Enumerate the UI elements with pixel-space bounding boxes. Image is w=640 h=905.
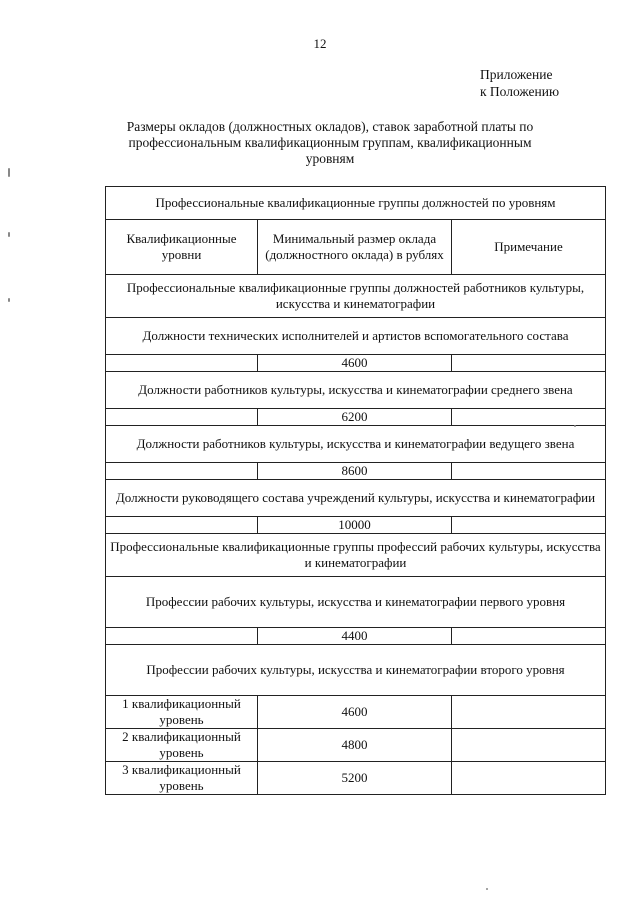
salary-value: 10000	[258, 517, 452, 534]
group-workers-title: Профессиональные квалификационные группы профессий рабочих культуры, искусства и кинематографии	[106, 534, 606, 577]
level-cell	[106, 517, 258, 534]
column-header-row	[106, 220, 606, 275]
note-cell	[452, 409, 606, 426]
group-posts-title: Профессиональные квалификационные группы должностей работников культуры, искусства и кинематографии	[106, 275, 606, 318]
note-cell	[452, 628, 606, 645]
salary-value: 4600	[258, 355, 452, 372]
note-cell	[452, 355, 606, 372]
col-header-min-salary: Минимальный размер оклада (должностного оклада) в рублях	[258, 220, 452, 275]
qualification-level-row	[106, 729, 606, 762]
post-value-row	[106, 463, 606, 480]
post-name-row	[106, 372, 606, 409]
level-cell	[106, 628, 258, 645]
note-cell	[452, 696, 606, 729]
note-cell	[452, 463, 606, 480]
group-row	[106, 534, 606, 577]
salary-value: 4400	[258, 628, 452, 645]
salary-table	[105, 186, 606, 795]
salary-value: 5200	[258, 762, 452, 795]
level-cell	[106, 409, 258, 426]
qualification-level-label: 1 квалификационный уровень	[106, 696, 258, 729]
salary-value: 6200	[258, 409, 452, 426]
post-value-row	[106, 517, 606, 534]
table-main-header: Профессиональные квалификационные группы должностей по уровням	[106, 187, 606, 220]
table-header-row	[106, 187, 606, 220]
post-name: Должности работников культуры, искусства и кинематографии ведущего звена	[106, 426, 606, 463]
workers-first-name-row	[106, 577, 606, 628]
level-cell	[106, 355, 258, 372]
appendix-line-1: Приложение	[480, 67, 553, 82]
post-name-row	[106, 318, 606, 355]
salary-value: 4600	[258, 696, 452, 729]
level-cell	[106, 463, 258, 480]
appendix-line-2: к Положению	[480, 84, 560, 99]
col-header-note: Примечание	[452, 220, 606, 275]
qualification-level-label: 2 квалификационный уровень	[106, 729, 258, 762]
page-number: 12	[313, 36, 327, 51]
post-name-row	[106, 480, 606, 517]
salary-value: 4800	[258, 729, 452, 762]
group-row	[106, 275, 606, 318]
post-value-row	[106, 409, 606, 426]
post-name: Должности руководящего состава учреждений культуры, искусства и кинематографии	[106, 480, 606, 517]
post-value-row	[106, 355, 606, 372]
workers-second-level-name: Профессии рабочих культуры, искусства и кинематографии второго уровня	[106, 645, 606, 696]
salary-value: 8600	[258, 463, 452, 480]
appendix-note	[480, 66, 620, 100]
note-cell	[452, 762, 606, 795]
post-name-row	[106, 426, 606, 463]
note-cell	[452, 729, 606, 762]
qualification-level-label: 3 квалификационный уровень	[106, 762, 258, 795]
document-title: Размеры окладов (должностных окладов), ставок заработной платы по профессиональным квалификационным группам, квалификационным уровням	[126, 119, 534, 166]
workers-first-level-name: Профессии рабочих культуры, искусства и кинематографии первого уровня	[106, 577, 606, 628]
post-name: Должности технических исполнителей и артистов вспомогательного состава	[106, 318, 606, 355]
workers-first-value-row	[106, 628, 606, 645]
qualification-level-row	[106, 696, 606, 729]
workers-second-name-row	[106, 645, 606, 696]
col-header-levels: Квалификационные уровни	[106, 220, 258, 275]
qualification-level-row	[106, 762, 606, 795]
post-name: Должности работников культуры, искусства и кинематографии среднего звена	[106, 372, 606, 409]
note-cell	[452, 517, 606, 534]
